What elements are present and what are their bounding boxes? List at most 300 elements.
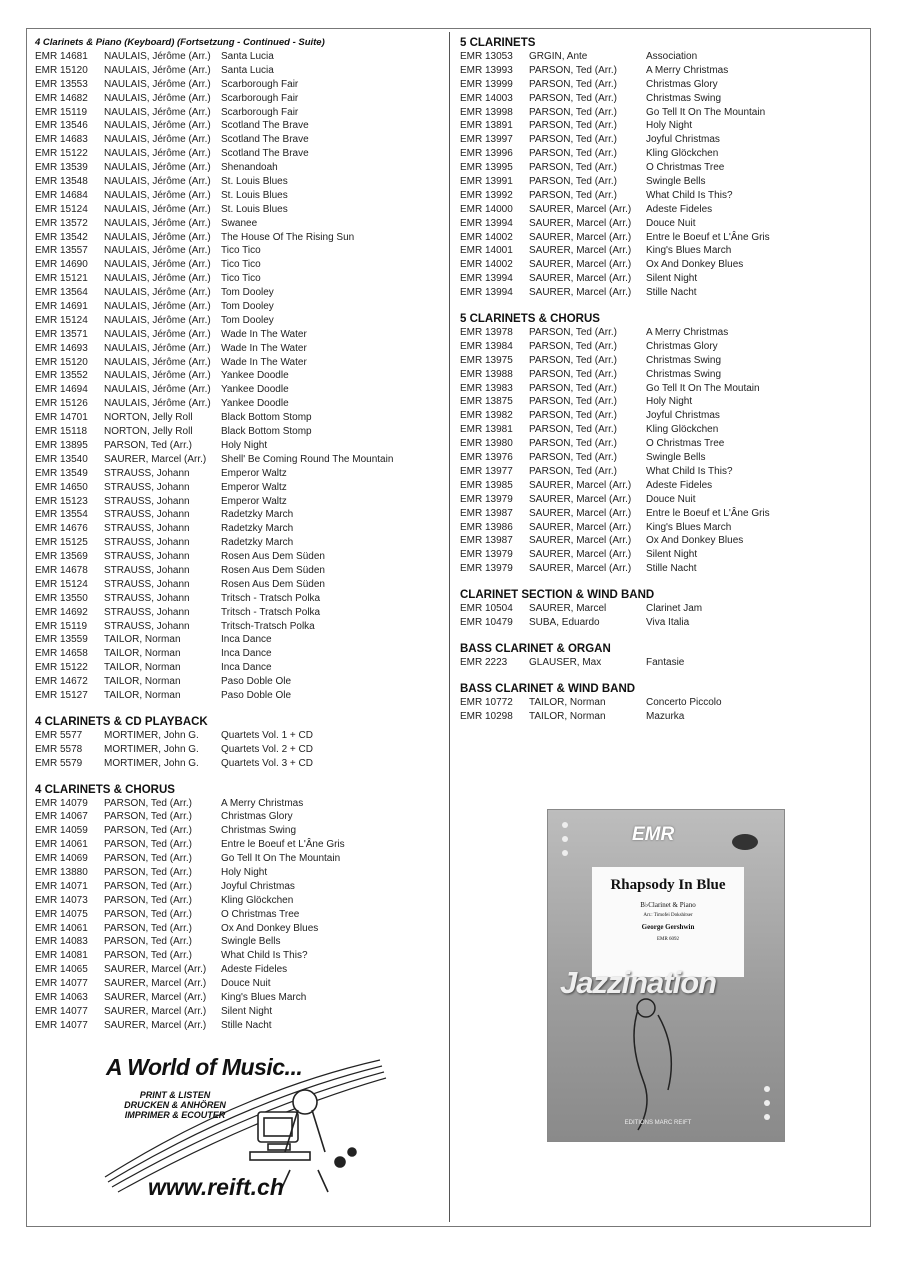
catalog-entry	[35, 425, 440, 439]
section-heading: 5 CLARINETS & CHORUS	[460, 313, 600, 326]
saxophone-player-graphic	[548, 810, 784, 1141]
catalog-entry	[35, 244, 440, 258]
composer-name: PARSON, Ted (Arr.)	[529, 396, 617, 408]
composer-name: SAURER, Marcel (Arr.)	[529, 507, 632, 519]
catalog-number: EMR 14002	[460, 259, 513, 271]
catalog-entry	[35, 894, 440, 908]
composer-name: PARSON, Ted (Arr.)	[104, 936, 192, 948]
composer-name: PARSON, Ted (Arr.)	[104, 866, 192, 878]
piece-title: Go Tell It On The Mountain	[221, 853, 341, 865]
piece-title: Tom Dooley	[221, 287, 274, 299]
reift-logo	[100, 1052, 388, 1202]
composer-name: SAURER, Marcel (Arr.)	[104, 978, 207, 990]
piece-title: Yankee Doodle	[221, 384, 289, 396]
catalog-number: EMR 15120	[35, 64, 88, 76]
catalog-entry	[35, 536, 440, 550]
catalog-entry	[35, 522, 440, 536]
catalog-entry	[35, 328, 440, 342]
composer-name: STRAUSS, Johann	[104, 578, 190, 590]
section-heading: 4 CLARINETS & CHORUS	[35, 783, 175, 796]
catalog-number: EMR 14001	[460, 245, 513, 257]
piece-title: Tritsch-Tratsch Polka	[221, 620, 315, 632]
section-gap	[460, 630, 860, 642]
piece-title: Douce Nuit	[221, 978, 271, 990]
composer-name: SAURER, Marcel (Arr.)	[104, 453, 207, 465]
piece-title: Rosen Aus Dem Süden	[221, 564, 325, 576]
catalog-entry	[460, 64, 860, 78]
piece-title: Holy Night	[646, 396, 693, 408]
piece-title: Wade In The Water	[221, 356, 307, 368]
catalog-entry	[35, 922, 440, 936]
piece-title: Ox And Donkey Blues	[646, 259, 744, 271]
section-heading: BASS CLARINET & WIND BAND	[460, 682, 636, 695]
section-heading: 5 CLARINETS	[460, 37, 536, 49]
composer-name: TAILOR, Norman	[104, 676, 181, 688]
piece-title: Adeste Fideles	[646, 203, 713, 215]
catalog-entry	[460, 354, 860, 368]
piece-title: Scotland The Brave	[221, 120, 309, 132]
logo-line-print: PRINT & LISTEN	[139, 1090, 211, 1100]
catalog-number: EMR 15121	[35, 273, 88, 285]
piece-title: Douce Nuit	[646, 493, 696, 505]
composer-name: GRGIN, Ante	[529, 51, 588, 62]
catalog-entry	[35, 852, 440, 866]
composer-name: NAULAIS, Jérôme (Arr.)	[104, 301, 211, 313]
piece-title: Holy Night	[646, 120, 693, 132]
catalog-entry	[460, 175, 860, 189]
catalog-number: EMR 13993	[460, 64, 513, 76]
piece-title: Fantasie	[646, 656, 685, 668]
catalog-number: EMR 15119	[35, 620, 88, 632]
catalog-entry	[35, 258, 440, 272]
catalog-number: EMR 13571	[35, 328, 88, 340]
catalog-entry	[35, 272, 440, 286]
composer-name: STRAUSS, Johann	[104, 523, 190, 535]
catalog-entry	[35, 606, 440, 620]
catalog-number: EMR 14658	[35, 648, 88, 660]
composer-name: SAURER, Marcel (Arr.)	[529, 217, 632, 229]
catalog-entry	[35, 633, 440, 647]
piece-title: Entre le Boeuf et L'Âne Gris	[646, 231, 770, 243]
piece-title: Emperor Waltz	[221, 495, 287, 507]
piece-title: The House Of The Rising Sun	[221, 231, 355, 243]
catalog-number: EMR 13549	[35, 467, 88, 479]
catalog-number: EMR 14676	[35, 523, 88, 535]
piece-title: Radetzky March	[221, 509, 294, 521]
piece-title: Rosen Aus Dem Süden	[221, 551, 325, 563]
composer-name: SAURER, Marcel (Arr.)	[529, 521, 632, 533]
composer-name: PARSON, Ted (Arr.)	[529, 410, 617, 422]
catalog-number: EMR 13987	[460, 507, 513, 519]
piece-title: Paso Doble Ole	[221, 676, 292, 688]
composer-name: SAURER, Marcel (Arr.)	[529, 479, 632, 491]
composer-name: NORTON, Jelly Roll	[104, 412, 193, 424]
catalog-number: EMR 13569	[35, 551, 88, 563]
catalog-entry	[460, 710, 860, 724]
piece-title: Association	[646, 51, 698, 62]
piece-title: Christmas Glory	[646, 78, 718, 90]
composer-name: PARSON, Ted (Arr.)	[104, 839, 192, 851]
composer-name: SAURER, Marcel (Arr.)	[529, 203, 632, 215]
logo-tagline	[100, 1090, 250, 1120]
catalog-number: EMR 15124	[35, 203, 88, 215]
catalog-number: EMR 14650	[35, 481, 88, 493]
catalog-entry	[35, 508, 440, 522]
piece-title: Black Bottom Stomp	[221, 412, 312, 424]
catalog-entry	[460, 244, 860, 258]
catalog-entry	[460, 92, 860, 106]
piece-title: Shenandoah	[221, 162, 278, 174]
piece-title: Douce Nuit	[646, 217, 696, 229]
composer-name: SAURER, Marcel (Arr.)	[529, 535, 632, 547]
composer-name: SAURER, Marcel (Arr.)	[104, 1019, 207, 1031]
composer-name: NAULAIS, Jérôme (Arr.)	[104, 245, 211, 257]
piece-title: Ox And Donkey Blues	[646, 535, 744, 547]
catalog-entry	[35, 411, 440, 425]
catalog-entry	[35, 564, 440, 578]
composer-name: SAURER, Marcel (Arr.)	[529, 493, 632, 505]
catalog-number: EMR 14682	[35, 92, 88, 104]
catalog-entry	[35, 300, 440, 314]
catalog-entry	[35, 439, 440, 453]
composer-name: PARSON, Ted (Arr.)	[104, 439, 192, 451]
piece-title: Go Tell It On The Mountain	[646, 106, 766, 118]
piece-title: Scotland The Brave	[221, 134, 309, 146]
composer-name: STRAUSS, Johann	[104, 495, 190, 507]
composer-name: NAULAIS, Jérôme (Arr.)	[104, 78, 211, 90]
composer-name: MORTIMER, John G.	[104, 729, 199, 741]
composer-name: PARSON, Ted (Arr.)	[104, 797, 192, 809]
piece-title: What Child Is This?	[221, 950, 308, 962]
piece-title: Rosen Aus Dem Süden	[221, 578, 325, 590]
piece-title: What Child Is This?	[646, 465, 733, 477]
composer-name: PARSON, Ted (Arr.)	[529, 438, 617, 450]
catalog-entry	[460, 340, 860, 354]
composer-name: SAURER, Marcel (Arr.)	[104, 964, 207, 976]
catalog-entry	[460, 534, 860, 548]
catalog-number: EMR 5578	[35, 743, 83, 755]
composer-name: NAULAIS, Jérôme (Arr.)	[104, 384, 211, 396]
catalog-entry	[460, 451, 860, 465]
piece-title: Kling Glöckchen	[646, 148, 719, 160]
catalog-number: EMR 15123	[35, 495, 88, 507]
composer-name: NAULAIS, Jérôme (Arr.)	[104, 92, 211, 104]
piece-title: Yankee Doodle	[221, 370, 289, 382]
composer-name: PARSON, Ted (Arr.)	[529, 78, 617, 90]
cover-composer: George Gershwin	[641, 923, 695, 931]
catalog-entry	[35, 92, 440, 106]
catalog-entry	[460, 326, 860, 340]
catalog-entry	[35, 647, 440, 661]
piece-title: Santa Lucia	[221, 64, 274, 76]
catalog-entry	[460, 423, 860, 437]
piece-title: Tico Tico	[221, 245, 261, 257]
piece-title: Holy Night	[221, 866, 268, 878]
catalog-entry	[460, 258, 860, 272]
logo-url: www.reift.ch	[148, 1174, 284, 1200]
catalog-number: EMR 14083	[35, 936, 88, 948]
piece-title: Tom Dooley	[221, 314, 274, 326]
catalog-entry	[460, 548, 860, 562]
piece-title: Silent Night	[646, 273, 698, 285]
piece-title: Tritsch - Tratsch Polka	[221, 606, 321, 618]
catalog-number: EMR 14693	[35, 342, 88, 354]
composer-name: TAILOR, Norman	[529, 696, 606, 708]
catalog-entry	[35, 675, 440, 689]
piece-title: Shell' Be Coming Round The Mountain	[221, 453, 394, 465]
catalog-number: EMR 14077	[35, 1019, 88, 1031]
catalog-entry	[35, 453, 440, 467]
catalog-number: EMR 13988	[460, 368, 513, 380]
piece-title: Silent Night	[646, 549, 698, 561]
piece-title: St. Louis Blues	[221, 203, 288, 215]
piece-title: Scarborough Fair	[221, 92, 299, 104]
composer-name: PARSON, Ted (Arr.)	[529, 424, 617, 436]
piece-title: O Christmas Tree	[646, 162, 725, 174]
catalog-number: EMR 14061	[35, 922, 88, 934]
composer-name: SAURER, Marcel	[529, 603, 607, 615]
catalog-entry	[35, 147, 440, 161]
catalog-entry	[35, 797, 440, 811]
catalog-number: EMR 14000	[460, 203, 513, 215]
piece-title: A Merry Christmas	[646, 327, 729, 339]
piece-title: Wade In The Water	[221, 328, 307, 340]
composer-name: PARSON, Ted (Arr.)	[529, 162, 617, 174]
composer-name: SAURER, Marcel (Arr.)	[529, 563, 632, 575]
catalog-entry	[35, 661, 440, 675]
composer-name: NAULAIS, Jérôme (Arr.)	[104, 203, 211, 215]
composer-name: PARSON, Ted (Arr.)	[104, 825, 192, 837]
composer-name: PARSON, Ted (Arr.)	[529, 368, 617, 380]
catalog-entry	[35, 949, 440, 963]
catalog-number: EMR 14061	[35, 839, 88, 851]
catalog-entry	[460, 395, 860, 409]
composer-name: GLAUSER, Max	[529, 656, 602, 668]
piece-title: Stille Nacht	[646, 563, 697, 575]
piece-title: Scotland The Brave	[221, 148, 309, 160]
catalog-number: EMR 13548	[35, 176, 88, 188]
composer-name: SAURER, Marcel (Arr.)	[529, 245, 632, 257]
catalog-entry	[460, 286, 860, 300]
catalog-entry	[35, 810, 440, 824]
piece-title: O Christmas Tree	[221, 908, 300, 920]
piece-title: Swingle Bells	[221, 936, 281, 948]
catalog-entry	[35, 729, 440, 743]
catalog-number: EMR 13875	[460, 396, 513, 408]
piece-title: Viva Italia	[646, 616, 690, 628]
catalog-number: EMR 14077	[35, 1005, 88, 1017]
catalog-entry	[460, 521, 860, 535]
catalog-entry	[35, 342, 440, 356]
catalog-entry	[35, 369, 440, 383]
catalog-entry	[35, 175, 440, 189]
piece-title: St. Louis Blues	[221, 176, 288, 188]
composer-name: NAULAIS, Jérôme (Arr.)	[104, 314, 211, 326]
composer-name: PARSON, Ted (Arr.)	[104, 908, 192, 920]
composer-name: STRAUSS, Johann	[104, 467, 190, 479]
cover-series: Jazzination	[560, 965, 717, 1000]
composer-name: STRAUSS, Johann	[104, 481, 190, 493]
catalog-entry	[35, 314, 440, 328]
catalog-number: EMR 14003	[460, 92, 513, 104]
catalog-number: EMR 10504	[460, 603, 513, 615]
catalog-number: EMR 15122	[35, 662, 88, 674]
catalog-entry	[460, 562, 860, 576]
catalog-entry	[35, 824, 440, 838]
catalog-number: EMR 13550	[35, 592, 88, 604]
composer-name: PARSON, Ted (Arr.)	[529, 354, 617, 366]
catalog-entry	[35, 743, 440, 757]
catalog-number: EMR 13987	[460, 535, 513, 547]
catalog-number: EMR 13540	[35, 453, 88, 465]
catalog-number: EMR 13985	[460, 479, 513, 491]
piece-title: Quartets Vol. 3 + CD	[221, 757, 313, 769]
composer-name: PARSON, Ted (Arr.)	[104, 880, 192, 892]
composer-name: PARSON, Ted (Arr.)	[529, 189, 617, 201]
piece-title: King's Blues March	[646, 245, 732, 257]
piece-title: Stille Nacht	[221, 1019, 272, 1031]
catalog-number: EMR 13979	[460, 549, 513, 561]
piece-title: Ox And Donkey Blues	[221, 922, 319, 934]
piece-title: St. Louis Blues	[221, 189, 288, 201]
catalog-number: EMR 14690	[35, 259, 88, 271]
catalog-number: EMR 15119	[35, 106, 88, 118]
catalog-number: EMR 14678	[35, 564, 88, 576]
catalog-number: EMR 5579	[35, 757, 83, 769]
composer-name: NAULAIS, Jérôme (Arr.)	[104, 328, 211, 340]
catalog-number: EMR 13981	[460, 424, 513, 436]
composer-name: PARSON, Ted (Arr.)	[529, 452, 617, 464]
section-heading: BASS CLARINET & ORGAN	[460, 642, 611, 655]
piece-title: Christmas Swing	[646, 354, 722, 366]
piece-title: Scarborough Fair	[221, 78, 299, 90]
piece-title: Go Tell It On The Moutain	[646, 382, 760, 394]
catalog-entry	[35, 550, 440, 564]
catalog-entry	[35, 189, 440, 203]
composer-name: NAULAIS, Jérôme (Arr.)	[104, 120, 211, 132]
catalog-entry	[35, 935, 440, 949]
composer-name: PARSON, Ted (Arr.)	[104, 950, 192, 962]
book-cover	[547, 809, 785, 1142]
piece-title: Christmas Swing	[646, 368, 722, 380]
catalog-number: EMR 13557	[35, 245, 88, 257]
catalog-number: EMR 14081	[35, 950, 88, 962]
composer-name: PARSON, Ted (Arr.)	[529, 340, 617, 352]
composer-name: NORTON, Jelly Roll	[104, 426, 193, 438]
catalog-entry	[35, 1005, 440, 1019]
catalog-entry	[460, 217, 860, 231]
catalog-entry	[460, 189, 860, 203]
composer-name: PARSON, Ted (Arr.)	[529, 327, 617, 339]
piece-title: Holy Night	[221, 439, 268, 451]
piece-title: A Merry Christmas	[646, 64, 729, 76]
composer-name: STRAUSS, Johann	[104, 551, 190, 563]
composer-name: NAULAIS, Jérôme (Arr.)	[104, 106, 211, 118]
composer-name: SAURER, Marcel (Arr.)	[529, 273, 632, 285]
catalog-entry	[35, 203, 440, 217]
piece-title: Swanee	[221, 217, 258, 229]
composer-name: TAILOR, Norman	[104, 662, 181, 674]
catalog-entry	[460, 133, 860, 147]
composer-name: NAULAIS, Jérôme (Arr.)	[104, 176, 211, 188]
piece-title: Christmas Glory	[646, 340, 718, 352]
catalog-entry	[35, 217, 440, 231]
column-divider	[449, 32, 450, 1222]
composer-name: PARSON, Ted (Arr.)	[529, 134, 617, 146]
catalog-number: EMR 13994	[460, 287, 513, 299]
composer-name: PARSON, Ted (Arr.)	[529, 120, 617, 132]
catalog-entry	[35, 397, 440, 411]
piece-title: Adeste Fideles	[646, 479, 713, 491]
catalog-number: EMR 13995	[460, 162, 513, 174]
catalog-entry	[35, 133, 440, 147]
catalog-number: EMR 14077	[35, 978, 88, 990]
catalog-number: EMR 14701	[35, 412, 88, 424]
composer-name: PARSON, Ted (Arr.)	[529, 64, 617, 76]
composer-name: NAULAIS, Jérôme (Arr.)	[104, 148, 211, 160]
cover-edition: EDITIONS MARC REIFT	[624, 1120, 692, 1126]
composer-name: SAURER, Marcel (Arr.)	[529, 259, 632, 271]
catalog-number: EMR 13554	[35, 509, 88, 521]
catalog-entry	[35, 356, 440, 370]
piece-title: Tom Dooley	[221, 301, 274, 313]
piece-title: Inca Dance	[221, 662, 272, 674]
piece-title: Black Bottom Stomp	[221, 426, 312, 438]
catalog-number: EMR 13998	[460, 106, 513, 118]
composer-name: MORTIMER, John G.	[104, 757, 199, 769]
piece-title: Tico Tico	[221, 259, 261, 271]
catalog-entry	[35, 977, 440, 991]
catalog-number: EMR 13539	[35, 162, 88, 174]
catalog-number: EMR 15124	[35, 578, 88, 590]
catalog-number: EMR 14069	[35, 853, 88, 865]
logo-line-drucken: DRUCKEN & ANHÖREN	[124, 1100, 226, 1110]
composer-name: PARSON, Ted (Arr.)	[104, 853, 192, 865]
composer-name: STRAUSS, Johann	[104, 537, 190, 549]
composer-name: PARSON, Ted (Arr.)	[104, 894, 192, 906]
catalog-entry	[460, 147, 860, 161]
catalog-number: EMR 13997	[460, 134, 513, 146]
cover-title: Rhapsody In Blue	[610, 877, 726, 893]
cover-subtitle: B♭Clarinet & Piano	[640, 901, 696, 909]
catalog-number: EMR 13553	[35, 78, 88, 90]
piece-title: Christmas Swing	[221, 825, 297, 837]
catalog-entry	[460, 696, 860, 710]
catalog-number: EMR 14683	[35, 134, 88, 146]
catalog-entry	[35, 866, 440, 880]
catalog-entry	[460, 602, 860, 616]
composer-name: NAULAIS, Jérôme (Arr.)	[104, 370, 211, 382]
catalog-number: EMR 15125	[35, 537, 88, 549]
catalog-number: EMR 2223	[460, 656, 508, 668]
catalog-number: EMR 13979	[460, 563, 513, 575]
composer-name: STRAUSS, Johann	[104, 592, 190, 604]
right-column	[460, 36, 860, 724]
catalog-number: EMR 14071	[35, 880, 88, 892]
composer-name: TAILOR, Norman	[529, 710, 606, 722]
catalog-number: EMR 15120	[35, 356, 88, 368]
composer-name: NAULAIS, Jérôme (Arr.)	[104, 217, 211, 229]
composer-name: NAULAIS, Jérôme (Arr.)	[104, 356, 211, 368]
composer-name: TAILOR, Norman	[104, 634, 181, 646]
composer-name: STRAUSS, Johann	[104, 564, 190, 576]
catalog-number: EMR 13999	[460, 78, 513, 90]
composer-name: SAURER, Marcel (Arr.)	[529, 231, 632, 243]
composer-name: PARSON, Ted (Arr.)	[529, 106, 617, 118]
composer-name: STRAUSS, Johann	[104, 606, 190, 618]
catalog-number: EMR 13572	[35, 217, 88, 229]
piece-title: Entre le Boeuf et L'Âne Gris	[646, 507, 770, 519]
